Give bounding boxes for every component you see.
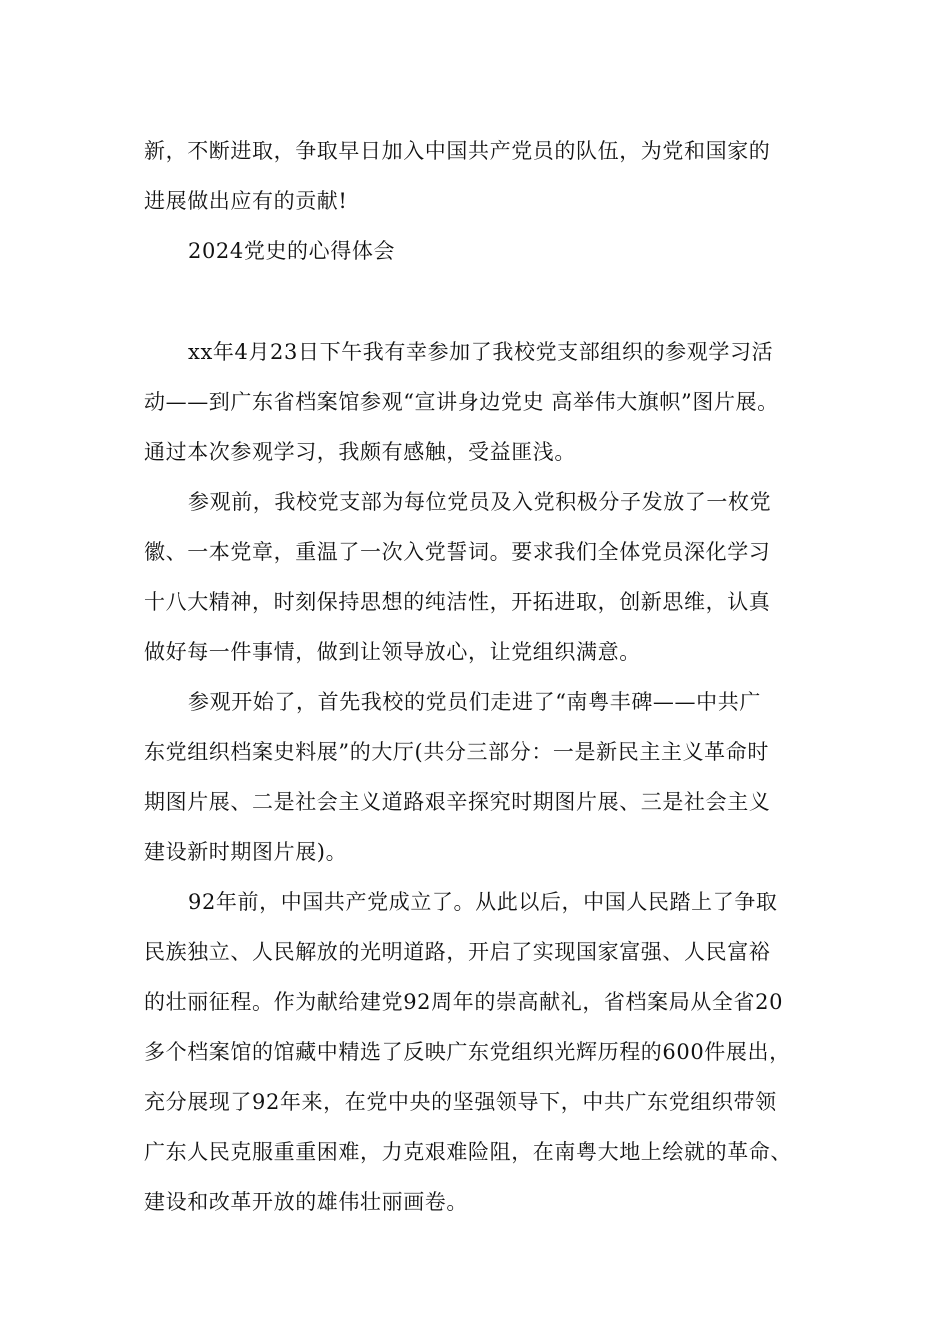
text-line: 建设和改革开放的雄伟壮丽画卷。 [144, 1190, 468, 1214]
text-line: 广东人民克服重重困难，力克艰难险阻，在南粤大地上绘就的革命、 [144, 1140, 792, 1164]
text-line: 92年前，中国共产党成立了。从此以后，中国人民踏上了争取 [188, 890, 778, 914]
text-line: 十八大精神，时刻保持思想的纯洁性，开拓进取，创新思维，认真 [144, 590, 771, 614]
text-line: 民族独立、人民解放的光明道路，开启了实现国家富强、人民富裕 [144, 940, 771, 964]
paragraph-3 [144, 677, 816, 877]
paragraph-4 [144, 877, 816, 1227]
section-heading [144, 226, 816, 276]
text-line: xx年4月23日下午我有幸参加了我校党支部组织的参观学习活 [188, 340, 774, 364]
text-line: 参观前，我校党支部为每位党员及入党积极分子发放了一枚党 [188, 490, 772, 514]
text-line: 的壮丽征程。作为献给建党92周年的崇高献礼，省档案局从全省20 [144, 990, 784, 1014]
paragraph-1 [144, 327, 816, 477]
text-line: 建设新时期图片展)。 [144, 840, 348, 864]
text-line: 进展做出应有的贡献! [144, 189, 348, 213]
text-line: 通过本次参观学习，我颇有感触，受益匪浅。 [144, 440, 576, 464]
text-line: 参观开始了，首先我校的党员们走进了“南粤丰碑——中共广 [188, 690, 761, 714]
text-line: 期图片展、二是社会主义道路艰辛探究时期图片展、三是社会主义 [144, 790, 771, 814]
text-line: 充分展现了92年来，在党中央的坚强领导下，中共广东党组织带领 [144, 1090, 777, 1114]
text-line: 做好每一件事情，做到让领导放心，让党组织满意。 [144, 640, 641, 664]
intro-paragraph [144, 126, 816, 226]
text-line: 徽、一本党章，重温了一次入党誓词。要求我们全体党员深化学习 [144, 540, 771, 564]
text-line: 东党组织档案史料展”的大厅(共分三部分：一是新民主主义革命时 [144, 740, 769, 764]
text-line: 新，不断进取，争取早日加入中国共产党员的队伍，为党和国家的 [144, 139, 771, 163]
heading-text: 2024党史的心得体会 [188, 239, 396, 263]
paragraph-2 [144, 477, 816, 677]
text-line: 多个档案馆的馆藏中精选了反映广东党组织光辉历程的600件展出， [144, 1040, 791, 1064]
text-line: 动——到广东省档案馆参观“宣讲身边党史 高举伟大旗帜”图片展。 [144, 390, 779, 414]
